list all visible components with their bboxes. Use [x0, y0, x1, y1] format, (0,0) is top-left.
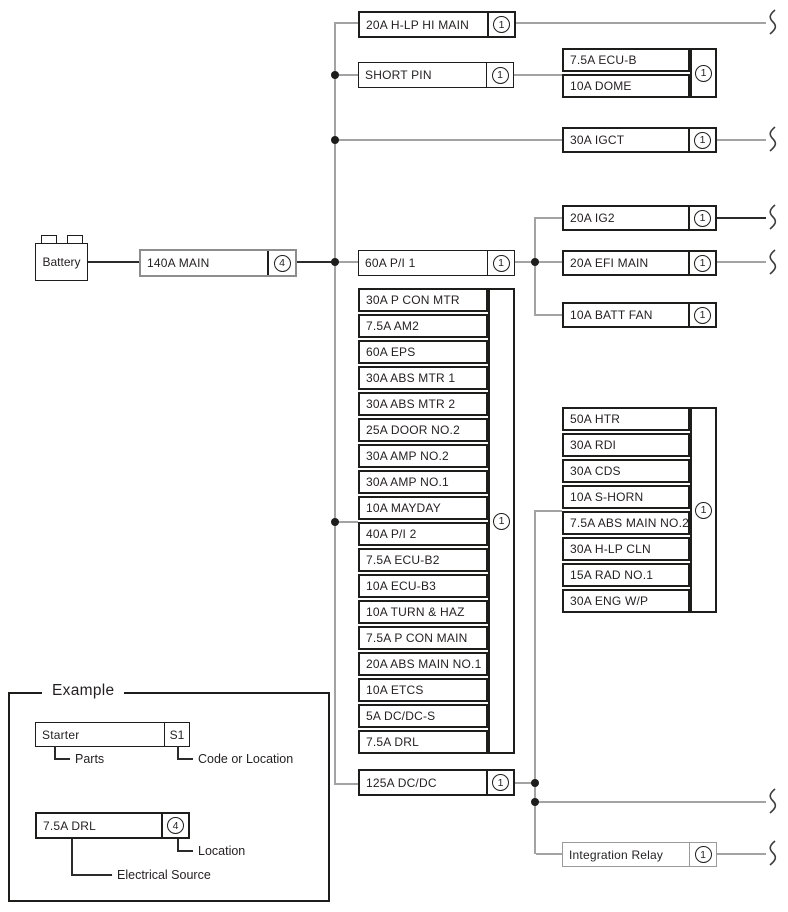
fuse-row: 30A AMP NO.1 — [358, 470, 488, 494]
wire-break-icon — [766, 204, 778, 230]
fuse-label: 30A IGCT — [570, 133, 625, 147]
wire-bus-to-dcdc — [336, 783, 358, 785]
wire-break-icon — [766, 840, 778, 866]
relay-box-integration — [562, 842, 717, 867]
junction-dot — [331, 71, 339, 79]
fuse-box-short-pin — [358, 62, 514, 88]
location-code-circle: 1 — [695, 502, 712, 519]
wire-battery-to-main — [88, 261, 139, 263]
wire-hlp-right — [516, 22, 766, 24]
fuse-row: 30A P CON MTR — [358, 288, 488, 312]
location-code-circle: 1 — [695, 846, 712, 863]
example-code-cell — [164, 723, 189, 746]
example-source-label: 7.5A DRL — [43, 818, 96, 833]
callout-line — [71, 874, 112, 876]
location-code-circle: 1 — [493, 16, 510, 33]
wire-break-icon — [766, 788, 778, 814]
callout-line — [71, 839, 73, 876]
example-source-box — [35, 812, 190, 839]
wire-battfan-left — [536, 314, 562, 316]
callout-line — [177, 850, 193, 852]
fuse-row: 30A AMP NO.2 — [358, 444, 488, 468]
fuse-label: SHORT PIN — [365, 68, 432, 82]
wire-break-icon — [766, 249, 778, 275]
location-code-cell — [486, 63, 513, 87]
wire-mainblock-left — [336, 521, 358, 523]
fuse-label: 20A IG2 — [570, 211, 615, 225]
wire-igct-left — [336, 139, 562, 141]
fuse-box-hlp-hi-main — [358, 11, 516, 38]
junction-dot — [531, 258, 539, 266]
fuse-block-ecu-b-code — [690, 48, 717, 98]
fuse-row: 60A EPS — [358, 340, 488, 364]
location-code-circle: 1 — [695, 65, 712, 82]
location-code-cell — [486, 771, 513, 794]
location-code-circle: 4 — [167, 817, 184, 834]
fuse-row: 15A RAD NO.1 — [562, 563, 690, 587]
fuse-row: 40A P/I 2 — [358, 522, 488, 546]
location-code-cell — [688, 252, 715, 274]
wire-igct-right — [717, 139, 766, 141]
fuse-box-dc-dc — [358, 769, 515, 796]
location-code-cell — [688, 129, 715, 151]
wire-shortpin-to-ecub — [514, 74, 562, 76]
location-code-cell — [161, 814, 188, 837]
example-parts-box — [35, 722, 190, 747]
fuse-row: 10A ECU-B3 — [358, 574, 488, 598]
fuse-row: 30A RDI — [562, 433, 690, 457]
fuse-box-pi-1 — [358, 250, 515, 276]
junction-dot — [331, 518, 339, 526]
wire-main-to-bus — [297, 261, 335, 263]
location-code-cell — [487, 13, 514, 36]
fuse-row: 10A ETCS — [358, 678, 488, 702]
location-code-cell — [688, 207, 715, 229]
location-code-circle: 1 — [492, 67, 509, 84]
fuse-row: 7.5A ECU-B — [562, 48, 690, 72]
fuse-row: 30A ABS MTR 1 — [358, 366, 488, 390]
fuse-row: 50A HTR — [562, 407, 690, 431]
location-code-cell — [689, 843, 716, 866]
wire-hlp-left — [336, 22, 358, 24]
fuse-label: 10A BATT FAN — [570, 308, 653, 322]
location-code-circle: 1 — [493, 255, 510, 272]
fuse-label: 20A EFI MAIN — [570, 256, 649, 270]
wire-ig2-right — [717, 217, 766, 219]
fuse-row: 5A DC/DC-S — [358, 704, 488, 728]
wire-efi-left — [536, 261, 562, 263]
wire-relay-right — [717, 853, 766, 855]
example-title: Example — [42, 682, 124, 700]
fuse-row: 10A DOME — [562, 74, 690, 98]
junction-dot — [531, 779, 539, 787]
wire-break-icon — [766, 126, 778, 152]
fuse-row: 20A ABS MAIN NO.1 — [358, 652, 488, 676]
location-code-cell — [688, 304, 715, 326]
wire-ig2-left — [536, 217, 562, 219]
fuse-row: 7.5A DRL — [358, 730, 488, 754]
fuse-row: 10A S-HORN — [562, 485, 690, 509]
fuse-row: 7.5A ABS MAIN NO.2 — [562, 511, 690, 535]
fuse-row: 10A TURN & HAZ — [358, 600, 488, 624]
fuse-row: 30A CDS — [562, 459, 690, 483]
junction-dot — [331, 258, 339, 266]
fuse-label: 20A H-LP HI MAIN — [366, 17, 470, 32]
junction-dot — [531, 798, 539, 806]
wire-relay-left — [536, 853, 562, 855]
location-code-circle: 1 — [694, 210, 711, 227]
fuse-block-main-code — [488, 288, 515, 754]
location-code-circle: 1 — [493, 513, 510, 530]
fuse-row: 25A DOOR NO.2 — [358, 418, 488, 442]
fuse-label: 140A MAIN — [147, 256, 210, 270]
caption-location: Location — [198, 844, 246, 858]
fuse-label: 60A P/I 1 — [365, 256, 416, 270]
caption-code-or-location: Code or Location — [198, 752, 294, 766]
fuse-block-htr — [562, 407, 690, 613]
fuse-box-140a-main — [139, 249, 297, 277]
fuse-box-efi-main — [562, 250, 717, 276]
wire-shortpin-left — [336, 74, 358, 76]
fuse-box-igct — [562, 127, 717, 153]
battery-box — [35, 243, 88, 281]
fuse-block-htr-code — [690, 407, 717, 613]
caption-electrical-source: Electrical Source — [117, 868, 211, 882]
wire-branch-vertical — [534, 217, 536, 316]
fuse-row: 10A MAYDAY — [358, 496, 488, 520]
wire-htr-left — [536, 510, 562, 512]
fuse-row: 30A ABS MTR 2 — [358, 392, 488, 416]
example-part-label: Starter — [42, 727, 80, 742]
relay-label: Integration Relay — [569, 847, 664, 862]
fuse-box-ig2 — [562, 205, 717, 231]
location-code-circle: 1 — [694, 255, 711, 272]
location-code-circle: 4 — [274, 255, 291, 272]
location-code-cell — [267, 251, 295, 275]
wire-break-line — [536, 801, 766, 803]
example-code-text: S1 — [169, 727, 185, 742]
fuse-label: 125A DC/DC — [366, 775, 437, 790]
wire-efi-right — [717, 261, 766, 263]
fuse-row: 7.5A ECU-B2 — [358, 548, 488, 572]
fuse-row: 30A H-LP CLN — [562, 537, 690, 561]
fuse-row: 7.5A P CON MAIN — [358, 626, 488, 650]
fuse-box-batt-fan — [562, 302, 717, 328]
location-code-cell — [487, 251, 514, 275]
fuse-row: 30A ENG W/P — [562, 589, 690, 613]
battery-label: Battery — [42, 255, 81, 269]
fuse-block-ecu-b — [562, 48, 690, 98]
location-code-circle: 1 — [694, 132, 711, 149]
caption-parts: Parts — [75, 752, 105, 766]
fuse-row: 7.5A AM2 — [358, 314, 488, 338]
callout-line — [54, 758, 70, 760]
fuse-block-main — [358, 288, 488, 754]
junction-dot — [331, 136, 339, 144]
wire-pi1-left — [336, 261, 358, 263]
location-code-circle: 1 — [492, 774, 509, 791]
callout-line — [177, 758, 193, 760]
location-code-circle: 1 — [694, 307, 711, 324]
wire-break-icon — [766, 9, 778, 35]
